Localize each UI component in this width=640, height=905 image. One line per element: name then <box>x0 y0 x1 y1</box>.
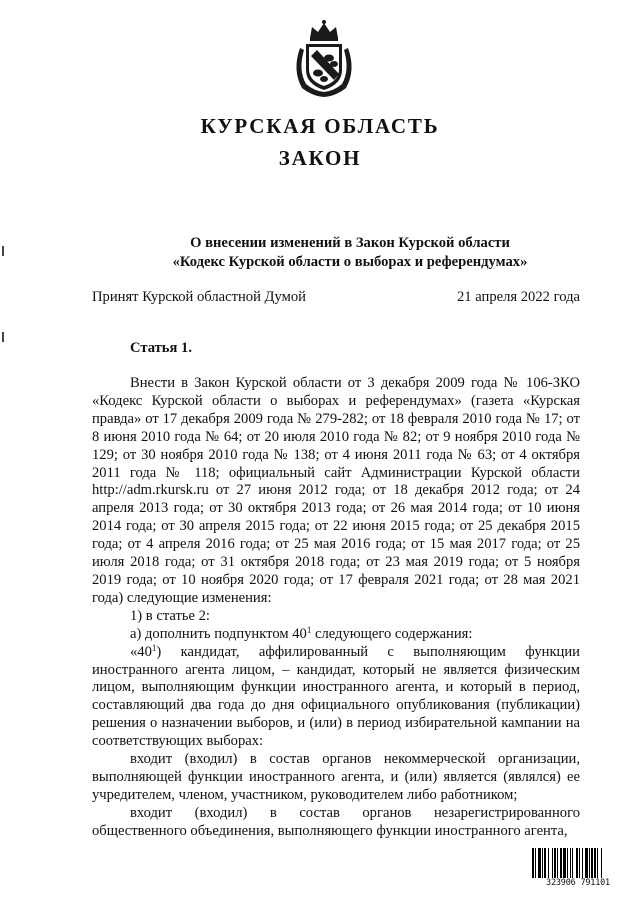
coat-of-arms-icon <box>288 18 360 98</box>
law-title-line2: «Кодекс Курской области о выборах и референдумах» <box>172 254 528 270</box>
region-heading: КУРСКАЯ ОБЛАСТЬ <box>200 114 440 138</box>
law-title-line1: О внесении изменений в Закон Курской области <box>190 235 510 251</box>
barcode-icon <box>532 848 624 878</box>
margin-mark <box>2 332 4 342</box>
document-body <box>92 375 580 841</box>
item-a <box>92 626 580 644</box>
law-title <box>60 234 640 272</box>
intro-paragraph: Внести в Закон Курской области от 3 декабря 2009 года № 106-ЗКО «Кодекс Курской области о выборах и референдумах» (газета «Курская правда» от 17 декабря 2009 года № 279-282; от 18 февраля 2010 года № 17; от 8 июня 2010 года № 64; от 20 июля 2010 года № 82; от 9 ноября 2010 года № 129; от 30 ноября 2010 года № 138; от 4 июня 2011 года № 63; от 4 октября 2011 года № 118; официальный сайт Администрации Курской области http://adm.rkursk.ru от 27 июня 2012 года; от 18 декабря 2012 года; от 24 апреля 2013 года; от 30 октября 2013 года; от 26 мая 2014 года; от 10 июня 2014 года; от 30 апреля 2015 года; от 22 июня 2015 года; от 25 декабря 2015 года; от 4 апреля 2016 года; от 25 мая 2016 года; от 15 мая 2017 года; от 25 июля 2018 года; от 31 октября 2018 года; от 23 мая 2019 года; от 5 ноября 2019 года; от 10 ноября 2020 года; от 17 февраля 2021 года; от 28 мая 2021 года) следующие изменения: <box>92 375 580 606</box>
adopted-by: Принят Курской областной Думой <box>92 289 306 305</box>
definition-text: ) кандидат, аффилированный с выполняющим функции иностранного агента лицом, – кандидат, который не является физическим лицом, выполняющим функции иностранного агента, и который в период, составляющий два года до дня официального опубликования (публикации) решения о назначении выборов, и (или) в период избирательной кампании на соответствующих выборах: <box>92 643 580 750</box>
barcode-number: 323906 791101 <box>546 878 610 888</box>
item-a-superscript: 1 <box>306 624 312 635</box>
nko-paragraph: входит (входил) в состав органов некоммерческой организации, выполняющей функции иностранного агента, и (или) является (являлся) ее учредителем, членом, участником, руководителем либо работником; <box>92 751 580 803</box>
adoption-date: 21 апреля 2022 года <box>457 289 580 305</box>
definition-superscript: 1 <box>151 642 157 653</box>
item-a-tail: следующего содержания: <box>311 625 473 642</box>
article-heading: Статья 1. <box>130 340 192 356</box>
item-a-text: а) дополнить подпунктом 40 <box>130 625 307 642</box>
margin-mark <box>2 246 4 256</box>
definition-number: «40 <box>130 643 152 660</box>
definition-paragraph <box>92 644 580 751</box>
item-1: 1) в статье 2: <box>130 607 210 624</box>
law-heading: ЗАКОН <box>278 146 362 170</box>
unregistered-paragraph: входит (входил) в состав органов незарегистрированного общественного объединения, выполняющего функции иностранного агента, <box>92 804 580 839</box>
